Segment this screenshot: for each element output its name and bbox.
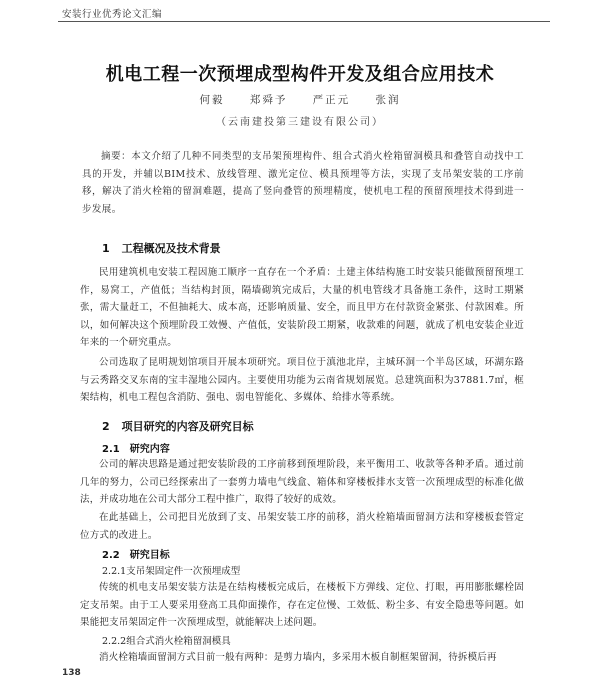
body-paragraph: 民用建筑机电安装工程因施工顺序一直存在一个矛盾：土建主体结构施工时安装只能做预留预埋工作，易窝工，产值低；当结构封顶，隔墙砌筑完成后，大量的机电管线才具备施工条件，这时工期紧张，需大量赶工，不但抽耗大、成本高，还影响质量、安全，而且甲方在付款资金紧张、付款困难。所以，如何解决这个预埋阶段工效慢、产值低，安装阶段工期紧，收款难的问题，就成了机电安装企业近年来的一个研究重点。 (80, 267, 524, 348)
subsubsection-number: 2.2.2 (102, 636, 127, 647)
abstract-label: 摘要： (101, 151, 132, 162)
subsubsection-heading (102, 633, 231, 647)
affiliation: （云南建投第三建设有限公司） (216, 117, 384, 128)
subsection-title: 研究目标 (129, 550, 170, 561)
author-name: 张润 (375, 94, 401, 106)
body-paragraph: 传统的机电支吊架安装方法是在结构楼板完成后，在楼板下方弹线、定位、打眼，再用膨胀螺栓固定支吊架。由于工人要采用登高工具仰面操作，存在定位慢、工效低、粉尘多、有安全隐患等问题。如果能把支吊架固定件一次预埋成型，就能解决上述问题。 (80, 582, 524, 628)
running-header: 安装行业优秀论文汇编 (62, 9, 163, 20)
subsection-title: 研究内容 (129, 444, 170, 455)
author-name: 严正元 (312, 94, 351, 106)
subsection-number: 2.2 (102, 550, 120, 561)
page-number: 138 (62, 668, 81, 678)
section-heading (102, 240, 221, 256)
section-number: 1 (102, 242, 110, 255)
body-paragraph: 在此基础上，公司把目光放到了支、吊架安装工序的前移，消火栓箱墙面留洞方法和穿楼板套管定位方式的改进上。 (80, 512, 524, 541)
abstract-text: 本文介绍了几种不同类型的支吊架预埋构件、组合式消火栓箱留洞模具和叠管自动找中工具的开发，并辅以BIM技术、放线管理、激光定位、模具预埋等方法，实现了支吊架安装的工序前移，解决了消火栓箱的留洞难题，提高了竖向叠管的预埋精度，使机电工程的预留预埋技术得到进一步发展。 (82, 151, 524, 215)
section-heading (102, 418, 254, 434)
section-title: 工程概况及技术背景 (121, 242, 221, 255)
subsubsection-title: 组合式消火栓箱留洞模具 (126, 636, 231, 647)
author-list (0, 92, 600, 107)
header-rule (58, 21, 550, 22)
body-paragraph: 公司的解决思路是通过把安装阶段的工序前移到预埋阶段，来平衡用工、收款等各种矛盾。通过前几年的努力，公司已经探索出了一套剪力墙电气线盒、箱体和穿楼板排水支管一次预埋成型的标准化做法，并成功地在公司大部分工程中推广，取得了较好的成效。 (80, 459, 524, 505)
subsection-heading (102, 546, 170, 561)
subsubsection-number: 2.2.1 (102, 566, 127, 577)
section-number: 2 (102, 420, 110, 433)
author-name: 何毅 (199, 94, 225, 106)
paper-title: 机电工程一次预埋成型构件开发及组合应用技术 (105, 64, 495, 85)
body-paragraph: 消火栓箱墙面留洞方式目前一般有两种：是剪力墙内，多采用木板自制框架留洞，待拆模后再 (99, 652, 497, 663)
section-title: 项目研究的内容及研究目标 (121, 420, 254, 433)
subsubsection-title: 支吊架固定件一次预埋成型 (126, 566, 241, 577)
author-name: 郑舜予 (249, 94, 288, 106)
body-paragraph: 公司选取了昆明规划馆项目开展本项研究。项目位于滇池北岸，主城环洞一个半岛区域，环湖东路与云秀路交叉东南的宝丰湿地公园内。主要使用功能为云南省规划展览。总建筑面积为37881.7㎡，框架结构，机电工程包含消防、强电、弱电智能化、多媒体、给排水等系统。 (80, 357, 524, 403)
subsection-number: 2.1 (102, 444, 120, 455)
subsection-heading (102, 440, 170, 455)
subsubsection-heading (102, 563, 240, 577)
abstract (82, 148, 524, 218)
